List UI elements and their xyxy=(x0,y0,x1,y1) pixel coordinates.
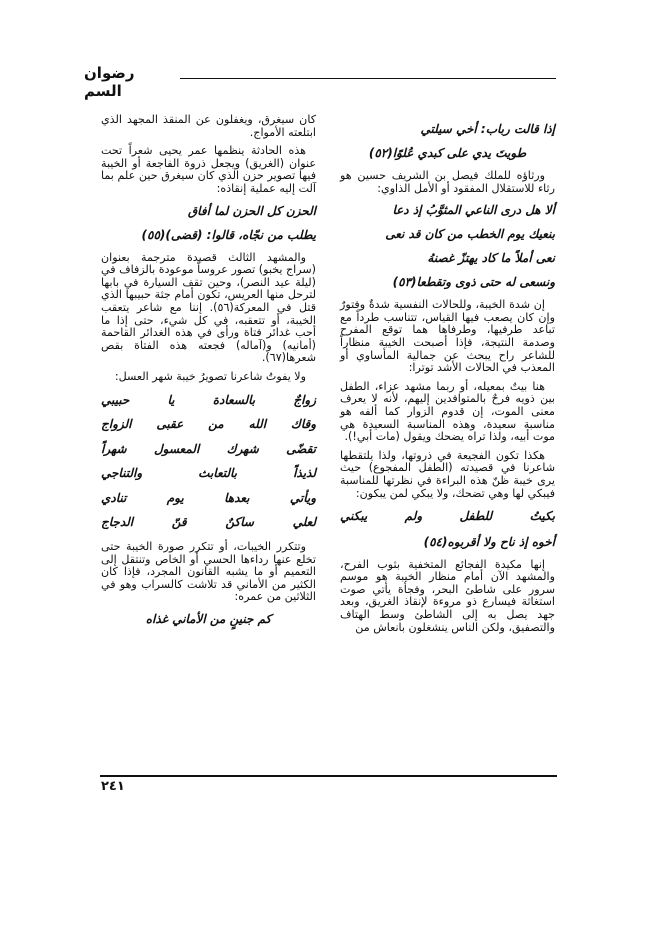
paragraph: هنا بيتٌ بمعيله، أو ربما مشهد عزاء، الطفل بين ذويه فرحٌ بالمتوافدين إليهم، لأنه لا يعرف معنى الموت، إن قدوم الزوار كما ألفه هو مناسبة سعيدة، وهذه المناسبة السعيدة هي موت أبيه، ولذا تراه يضحك ويقول (مات أبي!). xyxy=(340,379,555,444)
verse-word: المعسول xyxy=(153,441,200,456)
verse: نعى أملاً ما كاد يهتزّ غصنهُ xyxy=(427,251,555,266)
verse-word: بالسعادة xyxy=(212,392,256,407)
verse-word: بالتعابث xyxy=(198,466,238,481)
verse: كم جنينٍ من الأماني غذاه xyxy=(145,612,272,627)
verse-line xyxy=(101,516,316,529)
verse-word: الله xyxy=(248,417,267,432)
left-column xyxy=(101,114,316,636)
verse-word: للطفل xyxy=(459,509,493,524)
verse: ونسعى له حتى ذوى وتقطعا(٥٣) xyxy=(392,275,555,290)
verse-word: شهرك xyxy=(226,441,259,456)
verse: يطلب من نجّاه، قالوا: (قضى)(٥٥) xyxy=(141,227,316,242)
verse-word: قنّ xyxy=(171,515,187,530)
verse: بنعيك يوم الخطب من كان قد نعى xyxy=(385,227,555,242)
verse-word: وقاك xyxy=(290,417,316,432)
right-column xyxy=(340,114,555,640)
verse-word: تقضّى xyxy=(286,441,316,456)
verse-word: شهراً xyxy=(101,441,127,456)
paragraph: كان سيغرق، ويغفلون عن المنقذ المجهد الذي ابتلعته الأمواج. xyxy=(101,113,316,139)
verse-word: لعلي xyxy=(292,515,316,530)
verse-word: الزواج xyxy=(101,417,132,432)
verse-word: يا xyxy=(167,392,175,407)
verse-line xyxy=(101,467,316,480)
verse-word: من xyxy=(208,417,224,432)
header-rule xyxy=(180,78,556,79)
paragraph: والمشهد الثالث قصيدة مترجمة بعنوان (سراج يخبو) تصور عروساً موعودة بالزفاف في (ليلة عيد النصر)، وحين تقف السيارة في بابها لترحل منها العريس، تكون أمام جثة حبيبها الذي قتل في المعركة(٥٦). إننا مع شاعر يتعقب الخيبة، أو تتعقبه، في كل شيء، حتى إذا ما أحب غدائر فتاة ورأى في هذه الغدائر القاحمة (أمانيه) و(آماله) فجعته هذه الفتاة بقص شعرها(٦٧). xyxy=(101,250,316,365)
paragraph: إن شدة الخيبة، وللحالات النفسية شدةٌ وفتورٌ وإن كان يصعب فيها القياس، تتناسب طرداً مع تباعد طرفيها، وطرفاها هما توقع المفرح وصدمة النتيجة، فإذا أصبحت الخيبة منظاراً للشاعر راح يبحث عن جمالية المأساوي أو المعذب في الحالات الأشد توترا: xyxy=(340,298,555,375)
paragraph: ورثاؤه للملك فيصل بن الشريف حسين هو رثاء للاستقلال المفقود أو الأمل الذاوي: xyxy=(340,169,555,195)
verse-word: يوم xyxy=(166,490,184,505)
verse-word: ويأتي xyxy=(289,490,316,505)
verse-word: تنادي xyxy=(101,490,127,505)
page-number: ٢٤١ xyxy=(101,779,125,794)
verse-word: الدجاج xyxy=(101,515,134,530)
verse-line xyxy=(101,418,316,431)
verse-line xyxy=(101,394,316,407)
paragraph: وتتكرر الخيبات، أو تتكرر صورة الخيبة حتى تخلع عنها رداءها الحسي أو الخاص وتنتقل إلى التعميم أو ما يشبه القانون المجرد، فإذا كان الكثير من الأماني قد تلاشت كالسراب وهو في الثلاثين من عمره: xyxy=(101,540,316,604)
verse: أخوه إذ ناح ولا أقربوه(٥٤) xyxy=(423,534,555,549)
paragraph: هذه الحادثة ينظمها عمر يحيى شعراً تحت عنوان (الغريق) ويجعل ذروة الفاجعة أو الخيبة فيها تصوير حزن الذي كان سيغرق حين علم بما آلت إليه عملية إنقاذه: xyxy=(101,144,316,195)
verse: ألا هل درى الناعي المثوَّبُ إذ دعا xyxy=(392,203,555,218)
verse-word: ولم xyxy=(404,509,423,524)
verse-word: والتناجي xyxy=(101,466,143,481)
footer-rule xyxy=(100,775,557,777)
verse-word: يبكني xyxy=(340,509,368,524)
verse: طويتَ يدي على كبدي عُلوًا(٥٢) xyxy=(368,146,527,160)
verse-word: لذيذاً xyxy=(293,466,316,481)
verse-line xyxy=(101,443,316,456)
verse-line xyxy=(340,510,555,523)
paragraph: هكذا تكون الفجيعة في ذروتها، ولذا يلتقطها شاعرنا في قصيدته (الطفل المفجوع) حيث يرى خيبة ظنّ هذه البراءة في نظرتها للمناسبة فيبكي لها وهي تضحك، ولا يبكي لمن يبكون: xyxy=(340,448,555,500)
paragraph: إنها مكيدة الفجائع المتخفية بثوب الفرح، والمشهد الآن أمام منظار الخيبة هو موسم سرور على شاطئ البحر، وفجأة يأتي صوت استغاثة فيسارع ذو مروءة لإنقاذ الغريق، وبعد جهد يصل به إلى الشاطئ وسط الهتاف والتصفيق، ولكن الناس ينشغلون بانعاش من xyxy=(340,557,555,634)
verse-word: زواجٌ xyxy=(293,392,316,407)
verse: إذا قالت رباب: أخي سيلتي xyxy=(420,122,555,136)
verse-word: بكيتُ xyxy=(529,509,555,524)
verse-word: ساكنٌ xyxy=(225,515,254,530)
running-header-title: رضوان السم xyxy=(84,64,135,100)
verse-line xyxy=(101,492,316,505)
verse-word: عقبى xyxy=(156,417,184,432)
verse-word: بعدها xyxy=(224,490,250,505)
paragraph: ولا يفوتُ شاعرنا تصويرُ خيبة شهر العسل: xyxy=(114,369,306,383)
verse: الحزن كل الحزن لما أفاق xyxy=(187,203,316,218)
verse-word: حبيبي xyxy=(101,392,130,407)
